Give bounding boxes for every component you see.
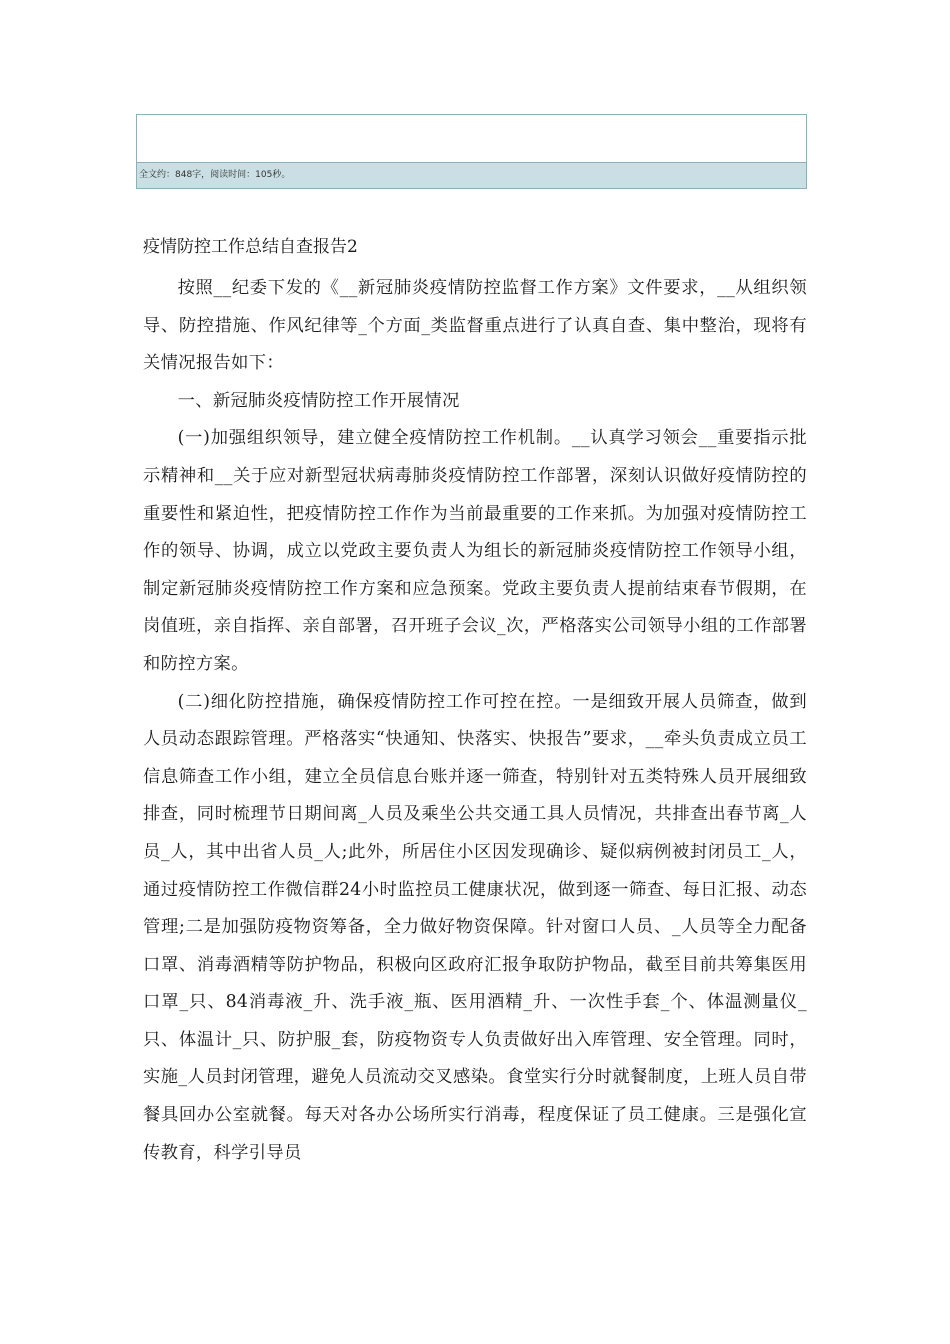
- reading-stats-bar: [137, 162, 806, 188]
- paragraph-measures: (二)细化防控措施，确保疫情防控工作可控在控。一是细致开展人员筛查，做到人员动态跟踪管理。严格落实“快通知、快落实、快报告”要求，__牵头负责成立员工信息筛查工作小组，建立全员信息台账并逐一筛查，特别针对五类特殊人员开展细致排查，同时梳理节日期间离_人员及乘坐公共交通工具人员情况，共排查出春节离_人员_人，其中出省人员_人;此外，所居住小区因发现确诊、疑似病例被封闭员工_人，通过疫情防控工作微信群24小时监控员工健康状况，做到逐一筛查、每日汇报、动态管理;二是加强防疫物资筹备，全力做好物资保障。针对窗口人员、_人员等全力配备口罩、消毒酒精等防护物品，积极向区政府汇报争取防护物品，截至目前共筹集医用口罩_只、84消毒液_升、洗手液_瓶、医用酒精_升、一次性手套_个、体温测量仪_只、体温计_只、防护服_套，防疫物资专人负责做好出入库管理、安全管理。同时，实施_人员封闭管理，避免人员流动交叉感染。食堂实行分时就餐制度，上班人员自带餐具回办公室就餐。每天对各办公场所实行消毒，程度保证了员工健康。三是强化宣传教育，科学引导员: [143, 691, 807, 1163]
- section-heading: 一、新冠肺炎疫情防控工作开展情况: [177, 390, 460, 411]
- paragraph-organization: (一)加强组织领导，建立健全疫情防控工作机制。__认真学习领会__重要指示批示精神和__关于应对新型冠状病毒肺炎疫情防控工作部署，深刻认识做好疫情防控的重要性和紧迫性，把疫情防控工作作为当前最重要的工作来抓。为加强对疫情防控工作的领导、协调，成立以党政主要负责人为组长的新冠肺炎疫情防控工作领导小组，制定新冠肺炎疫情防控工作方案和应急预案。党政主要负责人提前结束春节假期，在岗值班，亲自指挥、亲自部署，召开班子会议_次，严格落实公司领导小组的工作部署和防控方案。: [143, 428, 807, 674]
- document-title: 疫情防控工作总结自查报告2: [143, 237, 358, 257]
- reading-stats-text: 全文约：848字，阅读时间：105秒。: [139, 170, 291, 180]
- summary-box: [136, 114, 807, 189]
- document-body: [143, 270, 807, 1172]
- paragraph-intro: 按照__纪委下发的《__新冠肺炎疫情防控监督工作方案》文件要求，__从组织领导、防控措施、作风纪律等_个方面_类监督重点进行了认真自查、集中整治，现将有关情况报告如下：: [143, 278, 807, 374]
- document-content: [143, 224, 807, 1172]
